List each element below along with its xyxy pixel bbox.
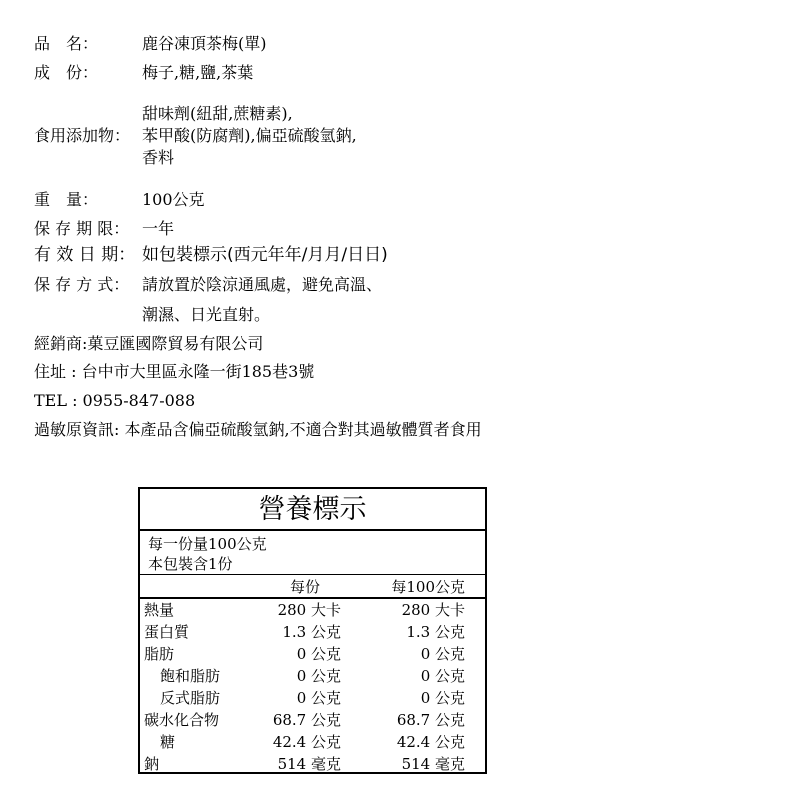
nutrient-name: 糖	[160, 733, 176, 751]
additives-label: 食用添加物：	[34, 126, 131, 145]
address-text: 住址 : 台中市大里區永隆一街185巷3號	[34, 362, 315, 381]
nutrient-name: 飽和脂肪	[160, 667, 221, 685]
header-divider	[140, 574, 485, 575]
storage-line-1: 請放置於陰涼通風處，避免高溫、	[142, 275, 383, 294]
nutrition-title: 營養標示	[140, 489, 485, 531]
nutrient-per-serving: 0 公克	[296, 645, 341, 663]
weight-label: 重 量：	[34, 190, 99, 209]
nutrient-name: 蛋白質	[144, 623, 190, 641]
nutrient-per-serving: 0 公克	[296, 689, 341, 707]
tel-text: TEL : 0955-847-088	[34, 391, 196, 410]
nutrient-name: 碳水化合物	[144, 711, 220, 729]
nutrient-per-serving: 1.3 公克	[282, 623, 341, 641]
serving-size: 每一份量100公克	[148, 535, 267, 553]
col-per-100g-header: 每100公克	[391, 578, 465, 596]
shelf-life-value: 一年	[142, 219, 175, 238]
col-per-serving-header: 每份	[290, 578, 321, 596]
ingredients-label: 成 份：	[34, 63, 99, 82]
nutrient-per-100g: 0 公克	[420, 645, 465, 663]
servings-per-pack: 本包裝含1份	[148, 555, 233, 573]
additives-line-2: 苯甲酸(防腐劑),偏亞硫酸氫鈉,	[142, 126, 357, 145]
columns-divider	[140, 597, 485, 599]
nutrient-per-serving: 42.4 公克	[272, 733, 341, 751]
nutrient-name: 鈉	[144, 755, 160, 773]
nutrient-per-100g: 0 公克	[420, 689, 465, 707]
additives-line-3: 香料	[142, 148, 175, 167]
nutrient-per-serving: 514 毫克	[277, 755, 341, 773]
nutrient-per-100g: 68.7 公克	[396, 711, 465, 729]
nutrient-per-100g: 1.3 公克	[406, 623, 465, 641]
product-name-label: 品 名：	[34, 34, 99, 53]
ingredients-value: 梅子,糖,鹽,茶葉	[142, 63, 254, 82]
nutrient-per-100g: 42.4 公克	[396, 733, 465, 751]
shelf-life-label: 保 存 期 限：	[34, 219, 130, 238]
weight-value: 100公克	[142, 190, 205, 209]
nutrition-table	[138, 487, 487, 774]
nutrient-per-serving: 280 大卡	[277, 601, 341, 619]
nutrient-per-serving: 0 公克	[296, 667, 341, 685]
expiry-label: 有 效 日 期：	[34, 245, 136, 265]
expiry-value: 如包裝標示(西元年年/月月/日日)	[142, 245, 388, 265]
product-name-value: 鹿谷凍頂茶梅(單)	[142, 34, 267, 53]
nutrient-per-100g: 0 公克	[420, 667, 465, 685]
nutrient-name: 反式脂肪	[160, 689, 221, 707]
nutrient-per-100g: 514 毫克	[401, 755, 465, 773]
nutrient-per-serving: 68.7 公克	[272, 711, 341, 729]
additives-line-1: 甜味劑(紐甜,蔗糖素),	[142, 104, 293, 123]
nutrient-name: 熱量	[144, 601, 175, 619]
storage-label: 保 存 方 式：	[34, 275, 130, 294]
storage-line-2: 潮濕、日光直射。	[142, 305, 271, 324]
allergen-text: 過敏原資訊: 本產品含偏亞硫酸氫鈉,不適合對其過敏體質者食用	[34, 420, 482, 439]
nutrient-per-100g: 280 大卡	[401, 601, 465, 619]
nutrient-name: 脂肪	[144, 645, 175, 663]
distributor-text: 經銷商:菓豆匯國際貿易有限公司	[34, 334, 264, 353]
